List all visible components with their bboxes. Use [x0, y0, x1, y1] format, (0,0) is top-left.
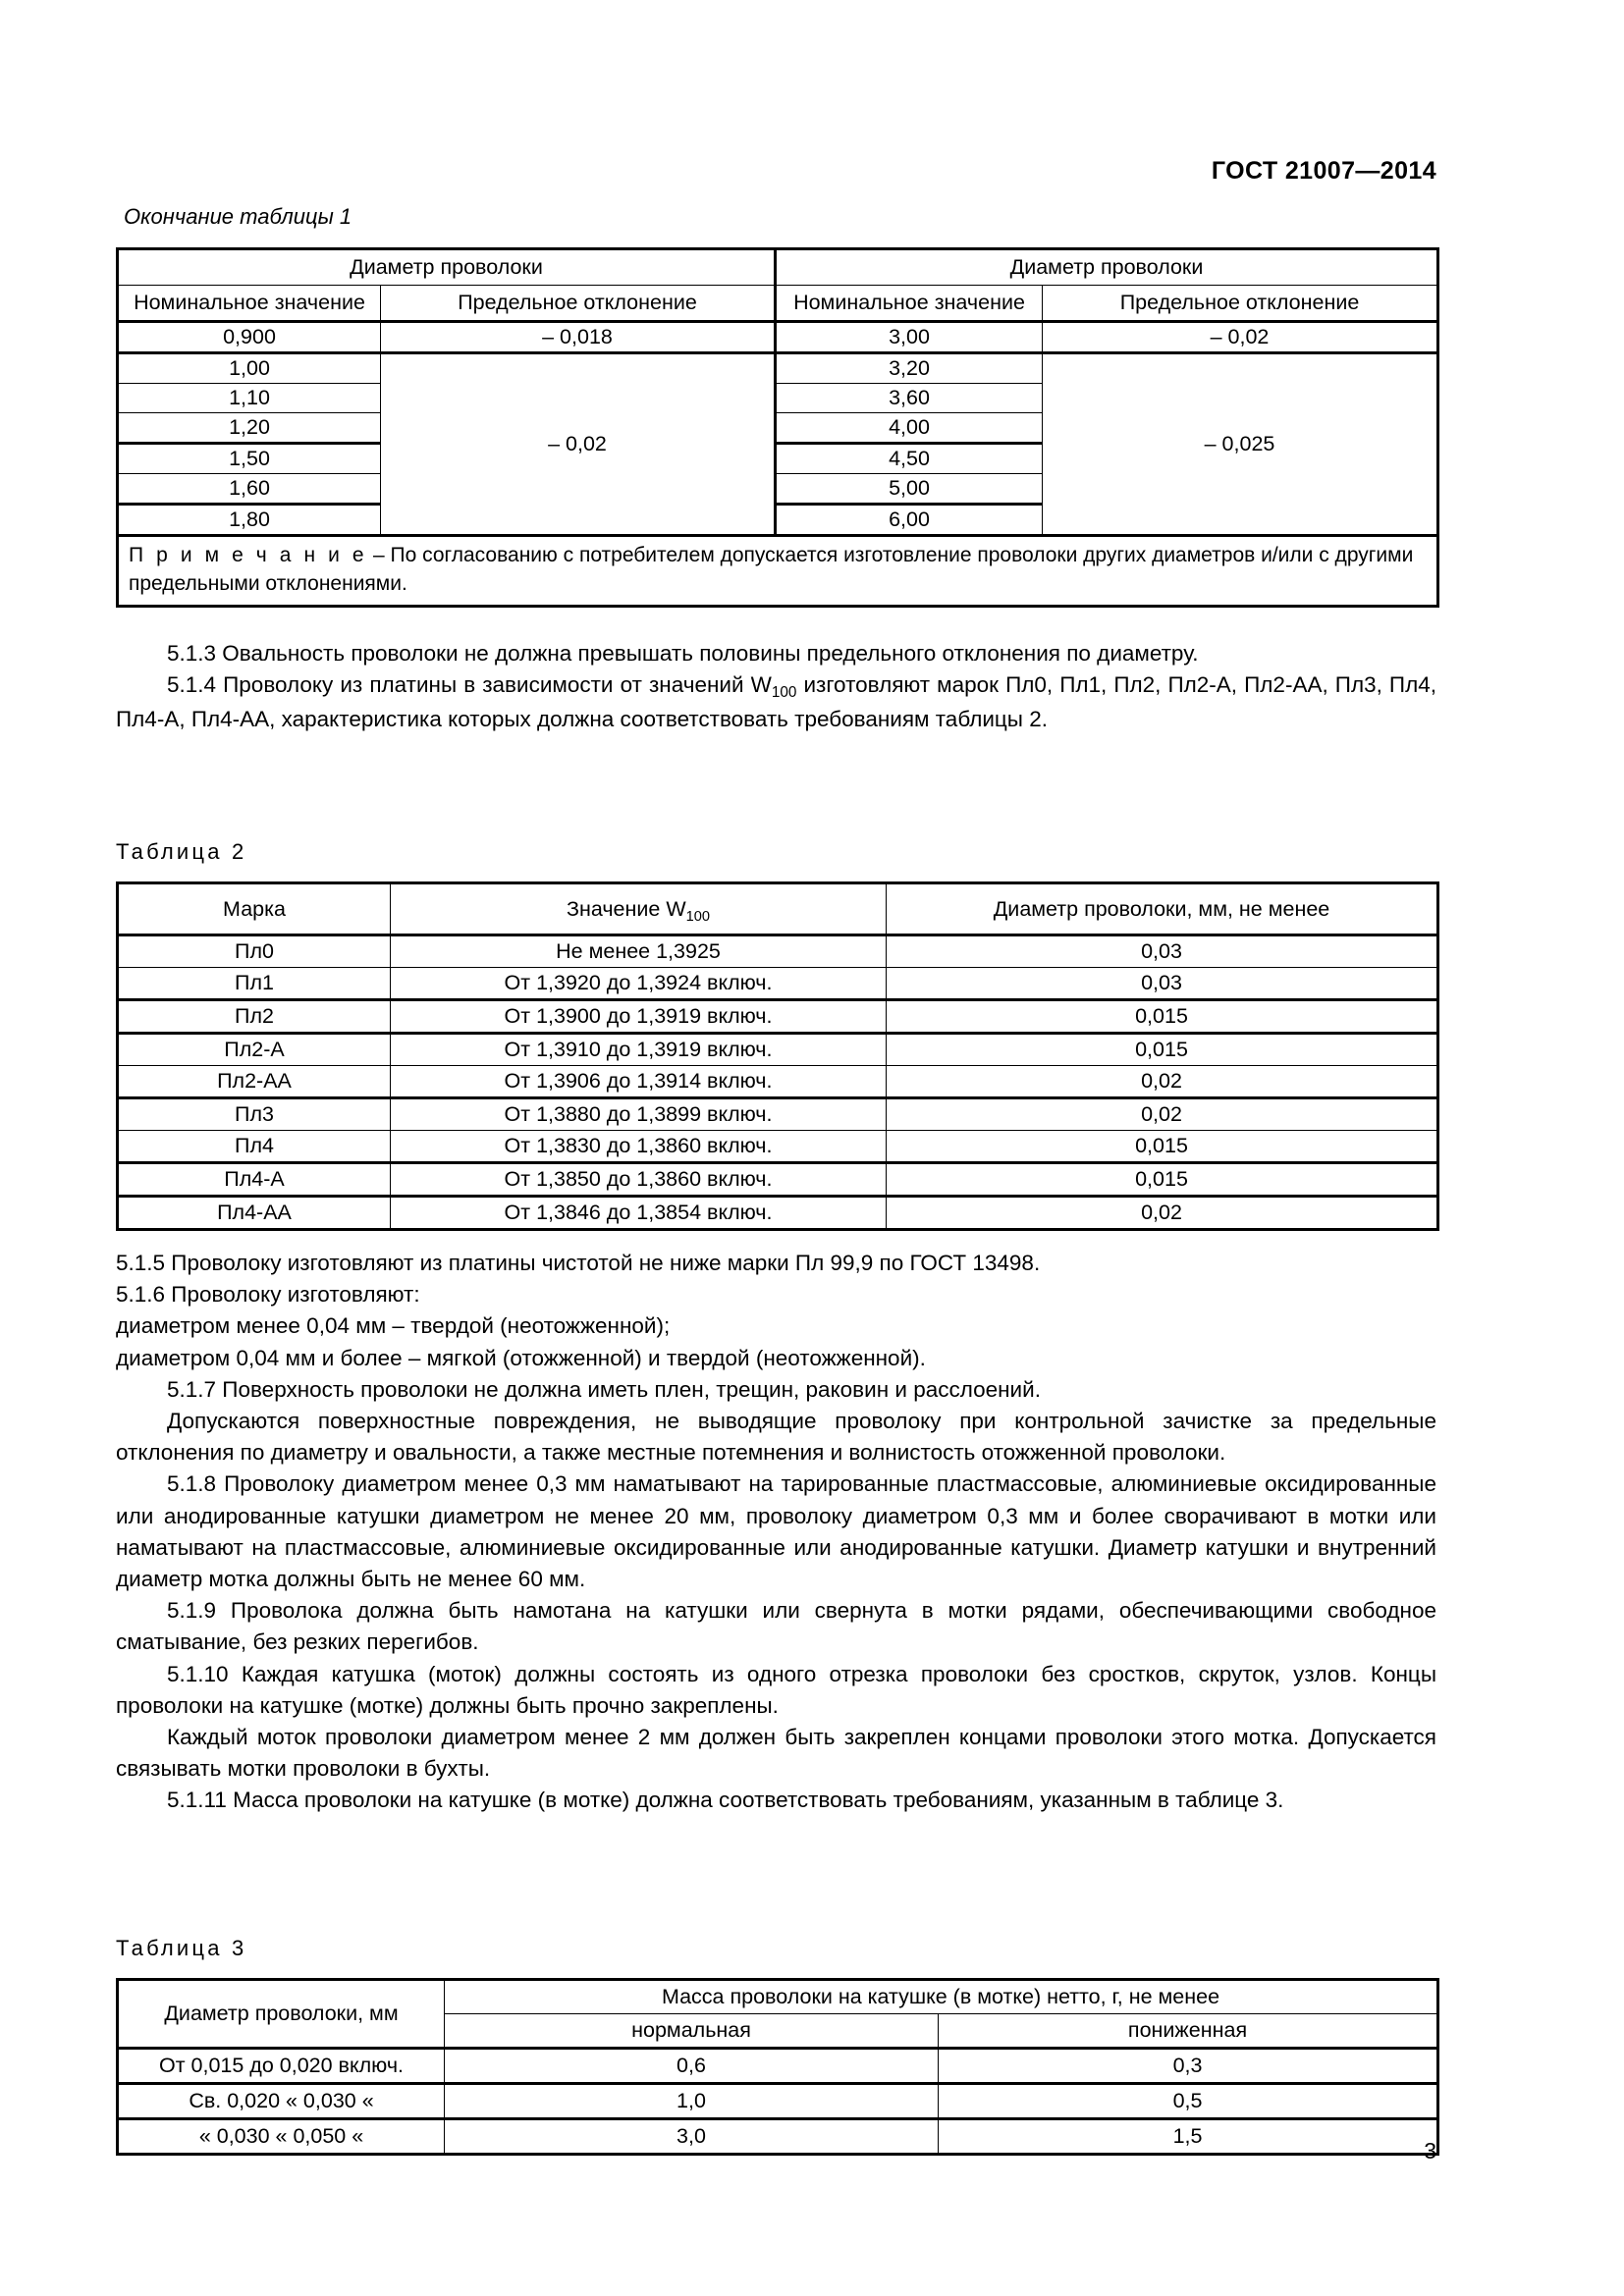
table1-note — [118, 536, 1438, 607]
table-2-grades — [116, 881, 1439, 1231]
clause-5-1-7-paragraph-2: Допускаются поверхностные повреждения, не выводящие проволоку при контрольной зачистке за предельные отклонения по диаметру и овальности, а также местные потемнения и волнистость отожженной проволоки. — [116, 1409, 1436, 1466]
table3-reduced: 0,3 — [939, 2049, 1438, 2084]
table2-diameter: 0,02 — [887, 1066, 1438, 1098]
table2-value: От 1,3830 до 1,3860 включ. — [391, 1131, 887, 1163]
clause-5-1-6-item-b: диаметром 0,04 мм и более – мягкой (отожженной) и твердой (неотожженной). — [116, 1345, 926, 1370]
clauses-513-514 — [116, 638, 1436, 736]
table3-diameter: Св. 0,020 « 0,030 « — [118, 2084, 445, 2119]
table3-reduced: 0,5 — [939, 2084, 1438, 2119]
table-row — [118, 1066, 1438, 1098]
table-row — [118, 968, 1438, 1000]
table2-diameter: 0,02 — [887, 1098, 1438, 1131]
table2-marka: Пл2-АА — [118, 1066, 391, 1098]
clause-5-1-6: 5.1.6 Проволоку изготовляют: — [116, 1282, 420, 1308]
table2-value: От 1,3920 до 1,3924 включ. — [391, 968, 887, 1000]
table2-marka: Пл4 — [118, 1131, 391, 1163]
table-3-mass — [116, 1978, 1439, 2156]
table-row — [118, 935, 1438, 968]
table-row — [118, 353, 1438, 384]
table2-marka: Пл2-А — [118, 1034, 391, 1066]
table1-nominal-left: 1,20 — [118, 413, 381, 444]
table2-diameter: 0,02 — [887, 1197, 1438, 1230]
table3-normal: 0,6 — [445, 2049, 939, 2084]
table3-col-normal: нормальная — [445, 2014, 939, 2049]
table2-diameter: 0,015 — [887, 1000, 1438, 1034]
table-row — [118, 1131, 1438, 1163]
table-row — [118, 2084, 1438, 2119]
standard-number-header: ГОСТ 21007—2014 — [1211, 157, 1436, 185]
table2-marka: Пл4-А — [118, 1163, 391, 1197]
table3-caption: Таблица 3 — [116, 1936, 247, 1960]
table2-marka: Пл1 — [118, 968, 391, 1000]
table2-diameter: 0,03 — [887, 968, 1438, 1000]
table2-marka: Пл2 — [118, 1000, 391, 1034]
table3-reduced: 1,5 — [939, 2119, 1438, 2155]
table1-caption: Окончание таблицы 1 — [124, 204, 352, 229]
table2-marka: Пл3 — [118, 1098, 391, 1131]
table-row — [118, 1197, 1438, 1230]
table1-group-header-right: Диаметр проволоки — [776, 249, 1438, 286]
table2-value: От 1,3850 до 1,3860 включ. — [391, 1163, 887, 1197]
w100-subscript: 100 — [685, 908, 710, 925]
table2-col-diameter: Диаметр проволоки, мм, не менее — [887, 883, 1438, 935]
w100-subscript: 100 — [771, 684, 797, 702]
table2-caption: Таблица 2 — [116, 839, 247, 864]
table1-column-header-row — [118, 286, 1438, 322]
table1-nominal-right: 3,60 — [776, 384, 1043, 413]
table1-nominal-right: 4,50 — [776, 444, 1043, 474]
clause-5-1-10: 5.1.10 Каждая катушка (моток) должны состоять из одного отрезка проволоки без сростков, скруток, узлов. Концы проволоки на катушке (мотке) должны быть прочно закреплены. — [116, 1661, 1436, 1718]
clause-5-1-5: 5.1.5 Проволоку изготовляют из платины чистотой не ниже марки Пл 99,9 по ГОСТ 13498. — [116, 1251, 1041, 1275]
table3-col-reduced: пониженная — [939, 2014, 1438, 2049]
clause-5-1-11: 5.1.11 Масса проволоки на катушке (в мотке) должна соответствовать требованиям, указанным в таблице 3. — [167, 1788, 1284, 1813]
table1-nominal-right: 5,00 — [776, 474, 1043, 505]
table2-value: От 1,3910 до 1,3919 включ. — [391, 1034, 887, 1066]
clauses-515-5111 — [116, 1248, 1436, 1817]
table2-diameter: 0,015 — [887, 1131, 1438, 1163]
table1-nominal-left: 1,60 — [118, 474, 381, 505]
table1-nominal-left: 1,80 — [118, 505, 381, 536]
clause-5-1-8: 5.1.8 Проволоку диаметром менее 0,3 мм наматывают на тарированные пластмассовые, алюминиевые оксидированные или анодированные катушки диаметром не менее 20 мм, проволоку диаметром 0,3 мм и более сворачивают в мотки или наматывают на пластмассовые, алюминиевые оксидированные или анодированные катушки. Диаметр катушки и внутренний диаметр мотка должны быть не менее 60 мм. — [116, 1471, 1436, 1592]
clause-5-1-6-item-a: диаметром менее 0,04 мм – твердой (неотожженной); — [116, 1313, 671, 1339]
table3-normal: 3,0 — [445, 2119, 939, 2155]
clause-5-1-4-text-a: 5.1.4 Проволоку из платины в зависимости от значений W — [167, 672, 772, 698]
table1-group-header-row — [118, 249, 1438, 286]
clause-5-1-3: 5.1.3 Овальность проволоки не должна превышать половины предельного отклонения по диаметру. — [167, 641, 1199, 666]
table2-diameter: 0,03 — [887, 935, 1438, 968]
table-row — [118, 1098, 1438, 1131]
table-row — [118, 1034, 1438, 1066]
clause-5-1-7: 5.1.7 Поверхность проволоки не должна иметь плен, трещин, раковин и расслоений. — [167, 1376, 1041, 1402]
table2-value: От 1,3880 до 1,3899 включ. — [391, 1098, 887, 1131]
table3-normal: 1,0 — [445, 2084, 939, 2119]
table1-deviation-right-merged: – 0,025 — [1043, 353, 1438, 536]
table2-value: От 1,3846 до 1,3854 включ. — [391, 1197, 887, 1230]
clause-5-1-10-paragraph-2: Каждый моток проволоки диаметром менее 2 мм должен быть закреплен концами проволоки этого мотка. Допускается связывать мотки проволоки в бухты. — [116, 1725, 1436, 1782]
page-number: 3 — [1424, 2138, 1436, 2163]
table2-value: От 1,3900 до 1,3919 включ. — [391, 1000, 887, 1034]
table3-col-mass-group: Масса проволоки на катушке (в мотке) нетто, г, не менее — [445, 1980, 1438, 2014]
table1-nominal-right: 3,20 — [776, 353, 1043, 384]
table2-col-value-label: Значение W — [567, 896, 686, 921]
table2-col-marka: Марка — [118, 883, 391, 935]
table2-value: От 1,3906 до 1,3914 включ. — [391, 1066, 887, 1098]
table1-nominal-left: 0,900 — [118, 322, 381, 353]
table1-col-deviation-left: Предельное отклонение — [381, 286, 776, 322]
table1-col-nominal-left: Номинальное значение — [118, 286, 381, 322]
table1-nominal-right: 6,00 — [776, 505, 1043, 536]
table3-diameter: От 0,015 до 0,020 включ. — [118, 2049, 445, 2084]
clause-5-1-4 — [116, 669, 1436, 735]
table1-nominal-left: 1,50 — [118, 444, 381, 474]
table1-nominal-left: 1,00 — [118, 353, 381, 384]
table-row — [118, 322, 1438, 353]
table2-value: Не менее 1,3925 — [391, 935, 887, 968]
table2-diameter: 0,015 — [887, 1163, 1438, 1197]
table1-deviation-left: – 0,018 — [381, 322, 776, 353]
table2-marka: Пл0 — [118, 935, 391, 968]
table1-col-deviation-right: Предельное отклонение — [1043, 286, 1438, 322]
table3-col-diameter: Диаметр проволоки, мм — [118, 1980, 445, 2049]
table1-deviation-right: – 0,02 — [1043, 322, 1438, 353]
table1-col-nominal-right: Номинальное значение — [776, 286, 1043, 322]
table1-nominal-left: 1,10 — [118, 384, 381, 413]
table1-note-row — [118, 536, 1438, 607]
table1-deviation-left-merged: – 0,02 — [381, 353, 776, 536]
table2-col-value — [391, 883, 887, 935]
table-row — [118, 1000, 1438, 1034]
table3-group-header-row — [118, 1980, 1438, 2014]
table-row — [118, 1163, 1438, 1197]
table2-marka: Пл4-АА — [118, 1197, 391, 1230]
table-1-wire-diameters — [116, 247, 1439, 608]
table1-nominal-right: 4,00 — [776, 413, 1043, 444]
table2-header-row — [118, 883, 1438, 935]
table2-diameter: 0,015 — [887, 1034, 1438, 1066]
clause-5-1-9: 5.1.9 Проволока должна быть намотана на катушки или свернута в мотки рядами, обеспечивающими свободное сматывание, без резких перегибов. — [116, 1598, 1436, 1655]
table1-nominal-right: 3,00 — [776, 322, 1043, 353]
table3-diameter: « 0,030 « 0,050 « — [118, 2119, 445, 2155]
table1-note-label: П р и м е ч а н и е — [129, 544, 368, 566]
clause-5-1-4-text-b: изготовляют марок Пл0, Пл1, Пл2, Пл2-А, Пл2-АА, Пл3, Пл4, Пл4-А, Пл4-АА, характеристика которых должна соответствовать требованиям таблицы 2. — [116, 672, 1436, 732]
table1-note-text: – По согласованию с потребителем допускается изготовление проволоки других диаметров и/или с другими предельными отклонениями. — [129, 544, 1414, 595]
table1-group-header-left: Диаметр проволоки — [118, 249, 776, 286]
table-row — [118, 2049, 1438, 2084]
table-row — [118, 2119, 1438, 2155]
